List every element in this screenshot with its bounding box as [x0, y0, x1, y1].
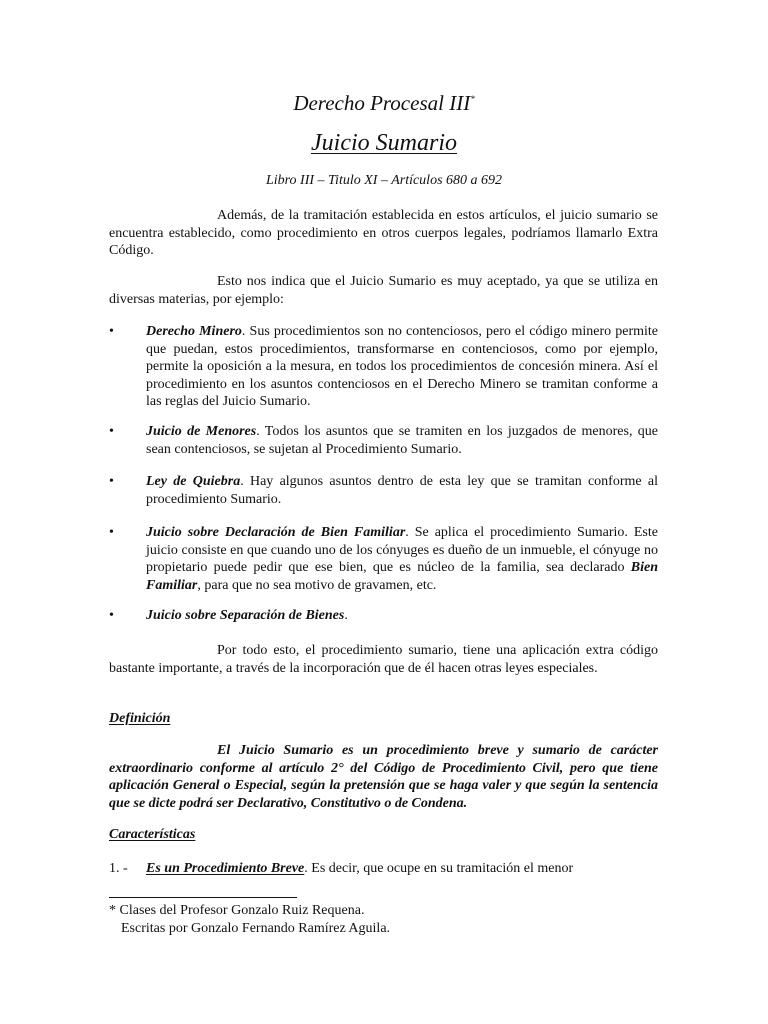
- list-item-text: [146, 423, 658, 458]
- list-item-term: Juicio sobre Declaración de Bien Familiar: [146, 525, 406, 540]
- list-item-body: . Hay algunos asuntos dentro de esta ley que se tramitan conforme al procedimiento Sumario.: [146, 474, 658, 507]
- subtitle: Libro III – Titulo XI – Artículos 680 a 692: [265, 173, 503, 188]
- numbered-item: [109, 860, 658, 878]
- footnote: [109, 902, 658, 937]
- bullet-icon: •: [109, 608, 114, 623]
- list-item-text: [146, 323, 658, 411]
- bullet-icon: •: [109, 424, 114, 439]
- definition-heading: Definición: [109, 711, 171, 726]
- bullet-icon: •: [109, 474, 114, 489]
- list-item-body: . Sus procedimientos son no contenciosos, pero el código minero permite que puedan, estos procedimientos, transformarse en contenciosos, como por ejemplo, permite la oposición a la mesura, en todos los procedimientos de concesión minera. Así el procedimiento en los asuntos contenciosos en el Derecho Minero se tramitan conforme a las reglas del Juicio Sumario.: [146, 324, 658, 409]
- list-item-term: Derecho Minero: [146, 324, 242, 339]
- bullet-icon: •: [109, 324, 114, 339]
- list-item-term: Juicio sobre Separación de Bienes: [146, 608, 345, 623]
- footnote-divider: [109, 897, 297, 898]
- footnote-line-2: Escritas por Gonzalo Fernando Ramírez Aguila.: [121, 920, 391, 936]
- list-item-term: Juicio de Menores: [146, 424, 257, 439]
- definition-paragraph: El Juicio Sumario es un procedimiento breve y sumario de carácter extraordinario conforme al artículo 2° del Código de Procedimiento Civil, pero que tiene aplicación General o Especial, según la pretensión que se haga valer y que según la sentencia que se dicte podrá ser Declarativo, Constitutivo o de Condena.: [109, 743, 658, 811]
- list-item-body: . Se aplica el procedimiento Sumario. Este juicio consiste en que cuando uno de los cónyuges es dueño de un inmueble, el cónyuge no propietario puede pedir que ese bien, que es núcleo de la familia, sea declarado: [146, 525, 658, 575]
- numbered-item-term: Es un Procedimiento Breve: [146, 861, 305, 876]
- list-item-text: [146, 473, 658, 508]
- course-title-text: Derecho Procesal III: [293, 91, 471, 115]
- list-item-term: Ley de Quiebra: [146, 474, 241, 489]
- list-item-text: [146, 607, 658, 625]
- list-item-body: .: [344, 608, 348, 623]
- intro-paragraph-2: Esto nos indica que el Juicio Sumario es muy aceptado, ya que se utiliza en diversas materias, por ejemplo:: [109, 274, 658, 307]
- footnote-marker: *: [470, 94, 475, 104]
- conclusion-paragraph: Por todo esto, el procedimiento sumario, tiene una aplicación extra código bastante importante, a través de la incorporación que de él hacen otras leyes especiales.: [109, 643, 658, 676]
- intro-paragraph-1: Además, de la tramitación establecida en estos artículos, el juicio sumario se encuentra establecido, como procedimiento en otros cuerpos legales, podríamos llamarlo Extra Código.: [109, 208, 658, 258]
- characteristics-heading: Características: [109, 827, 196, 842]
- page-title: Juicio Sumario: [311, 130, 457, 156]
- course-title: [0, 86, 768, 116]
- bullet-icon: •: [109, 525, 114, 540]
- footnote-line-1: * Clases del Profesor Gonzalo Ruiz Requena.: [109, 903, 365, 918]
- numbered-item-text: . Es decir, que ocupe en su tramitación el menor: [304, 861, 574, 876]
- list-item-body: . Todos los asuntos que se tramiten en los juzgados de menores, que sean contenciosos, se sujetan al Procedimiento Sumario.: [146, 424, 658, 457]
- list-item-text: [146, 524, 658, 594]
- numbered-item-number: 1. -: [109, 861, 128, 876]
- list-item-term-2: Bien Familiar: [146, 560, 658, 593]
- list-item-body-2: , para que no sea motivo de gravamen, etc.: [197, 577, 437, 593]
